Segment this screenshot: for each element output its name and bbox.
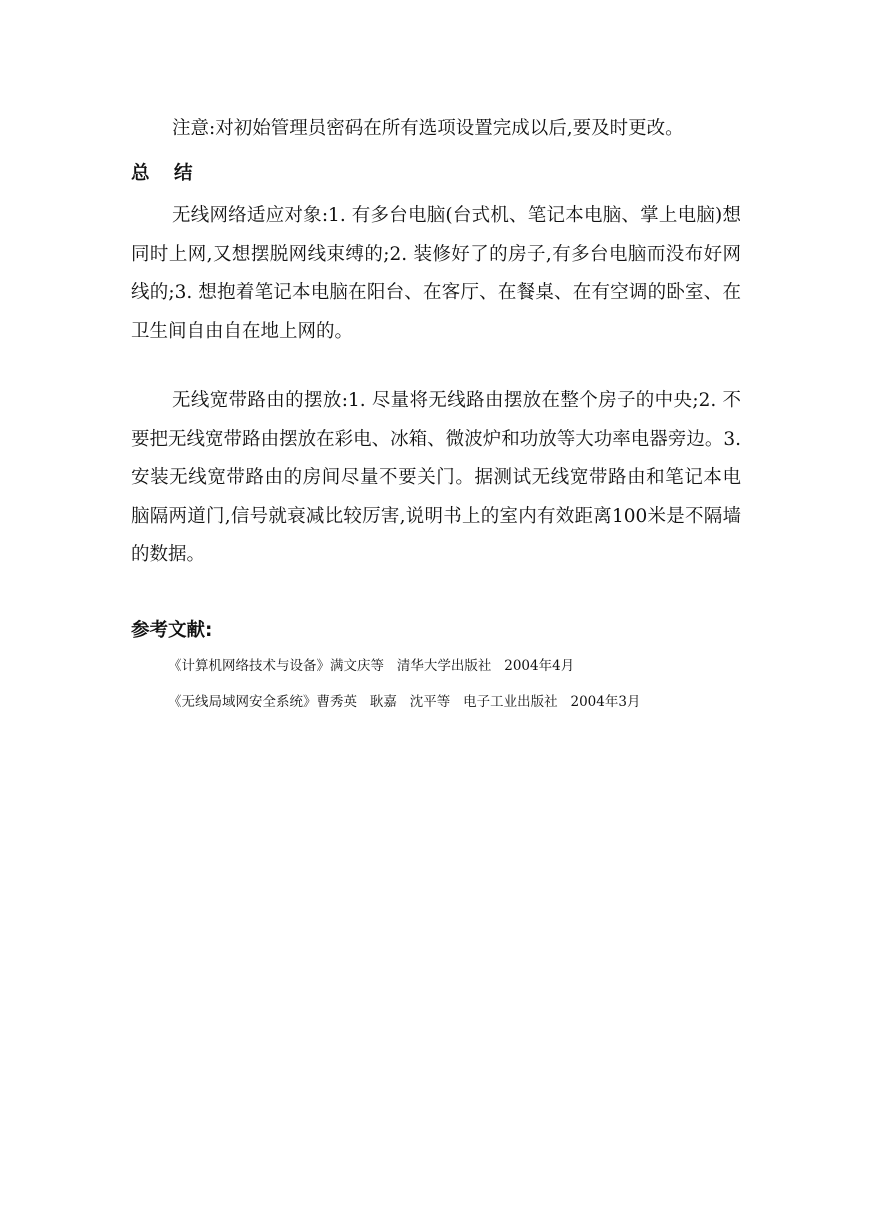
admin-password-note: 注意:对初始管理员密码在所有选项设置完成以后,要及时更改。	[172, 118, 684, 139]
summary-paragraph-applicable-users: 无线网络适应对象:1. 有多台电脑(台式机、笔记本电脑、掌上电脑)想同时上网,又想摆脱网线束缚的;2. 装修好了的房子,有多台电脑而没布好网线的;3. 想抱着笔记本电脑在阳台、在客厅、在餐桌、在有空调的卧室、在卫生间自由自在地上网的。	[131, 205, 741, 342]
summary-heading: 总 结	[131, 163, 202, 184]
reference-item: 《计算机网络技术与设备》满文庆等 清华大学出版社 2004年4月	[168, 658, 575, 674]
reference-item: 《无线局域网安全系统》曹秀英 耿嘉 沈平等 电子工业出版社 2004年3月	[168, 694, 641, 710]
summary-paragraph-router-placement: 无线宽带路由的摆放:1. 尽量将无线路由摆放在整个房子的中央;2. 不要把无线宽带路由摆放在彩电、冰箱、微波炉和功放等大功率电器旁边。3. 安装无线宽带路由的房间尽量不要关门。据测试无线宽带路由和笔记本电脑隔两道门,信号就衰减比较厉害,说明书上的室内有效距离100米是不隔墙的数据。	[131, 390, 741, 565]
references-heading: 参考文献:	[131, 620, 213, 641]
